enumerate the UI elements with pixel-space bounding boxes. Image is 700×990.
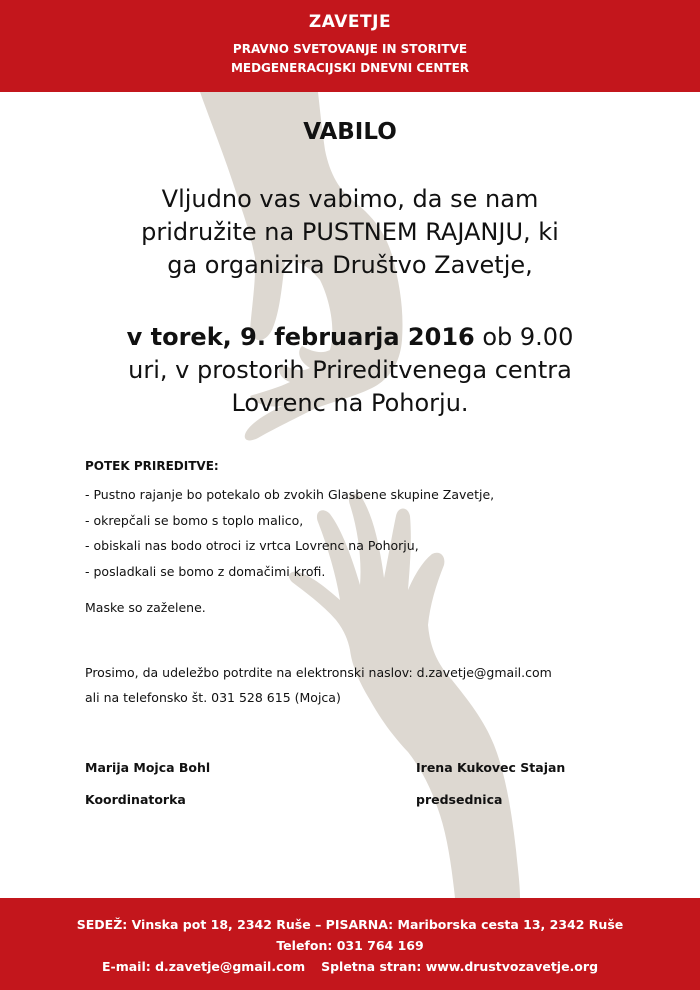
invitation-intro bbox=[40, 183, 660, 282]
footer-contact-line bbox=[0, 959, 700, 974]
header-subtitle-2: MEDGENERACIJSKI DNEVNI CENTER bbox=[230, 61, 470, 75]
event-time: ob 9.00 bbox=[474, 323, 574, 351]
program-item: - Pustno rajanje bo potekalo ob zvokih Glasbene skupine Zavetje, bbox=[85, 487, 495, 502]
program-item: - posladkali se bomo z domačimi krofi. bbox=[85, 563, 326, 579]
footer-website: Spletna stran: www.drustvozavetje.org bbox=[321, 959, 599, 974]
program-item: - obiskali nas bodo otroci iz vrtca Lovrenc na Pohorju, bbox=[85, 538, 419, 553]
event-date: v torek, 9. februarja 2016 bbox=[126, 323, 475, 351]
rsvp-line-1: Prosimo, da udeležbo potrdite na elektronski naslov: d.zavetje@gmail.com bbox=[85, 665, 552, 680]
signatory-left-name: Marija Mojca Bohl bbox=[85, 760, 211, 775]
event-venue-line-2: Lovrenc na Pohorju. bbox=[231, 389, 469, 417]
masks-note: Maske so zaželene. bbox=[85, 600, 206, 615]
rsvp-line-2: ali na telefonsko št. 031 528 615 (Mojca) bbox=[85, 690, 341, 705]
program-item: - okrepčali se bomo s toplo malico, bbox=[85, 512, 304, 528]
header-banner bbox=[0, 0, 700, 92]
signatory-right-name: Irena Kukovec Stajan bbox=[416, 760, 566, 775]
footer-email: E-mail: d.zavetje@gmail.com bbox=[101, 959, 306, 974]
invitation-title: VABILO bbox=[303, 119, 397, 145]
event-venue-line-1: uri, v prostorih Prireditvenega centra bbox=[128, 356, 572, 384]
footer-banner bbox=[0, 898, 700, 990]
event-date-line bbox=[40, 321, 660, 354]
footer-phone: Telefon: 031 764 169 bbox=[276, 938, 424, 953]
footer-address: SEDEŽ: Vinska pot 18, 2342 Ruše – PISARNA: Mariborska cesta 13, 2342 Ruše bbox=[76, 917, 624, 932]
event-when-where bbox=[40, 321, 660, 420]
signatory-left-role: Koordinatorka bbox=[85, 792, 186, 807]
intro-line-3: ga organizira Društvo Zavetje, bbox=[167, 251, 533, 279]
program-list bbox=[85, 487, 494, 589]
intro-line-2: pridružite na PUSTNEM RAJANJU, ki bbox=[141, 218, 559, 246]
program-heading: POTEK PRIREDITVE: bbox=[85, 459, 219, 473]
intro-line-1: Vljudno vas vabimo, da se nam bbox=[161, 185, 539, 213]
header-subtitle-1: PRAVNO SVETOVANJE IN STORITVE bbox=[232, 42, 468, 56]
organization-name: ZAVETJE bbox=[308, 12, 392, 32]
signatory-right-role: predsednica bbox=[416, 792, 503, 807]
